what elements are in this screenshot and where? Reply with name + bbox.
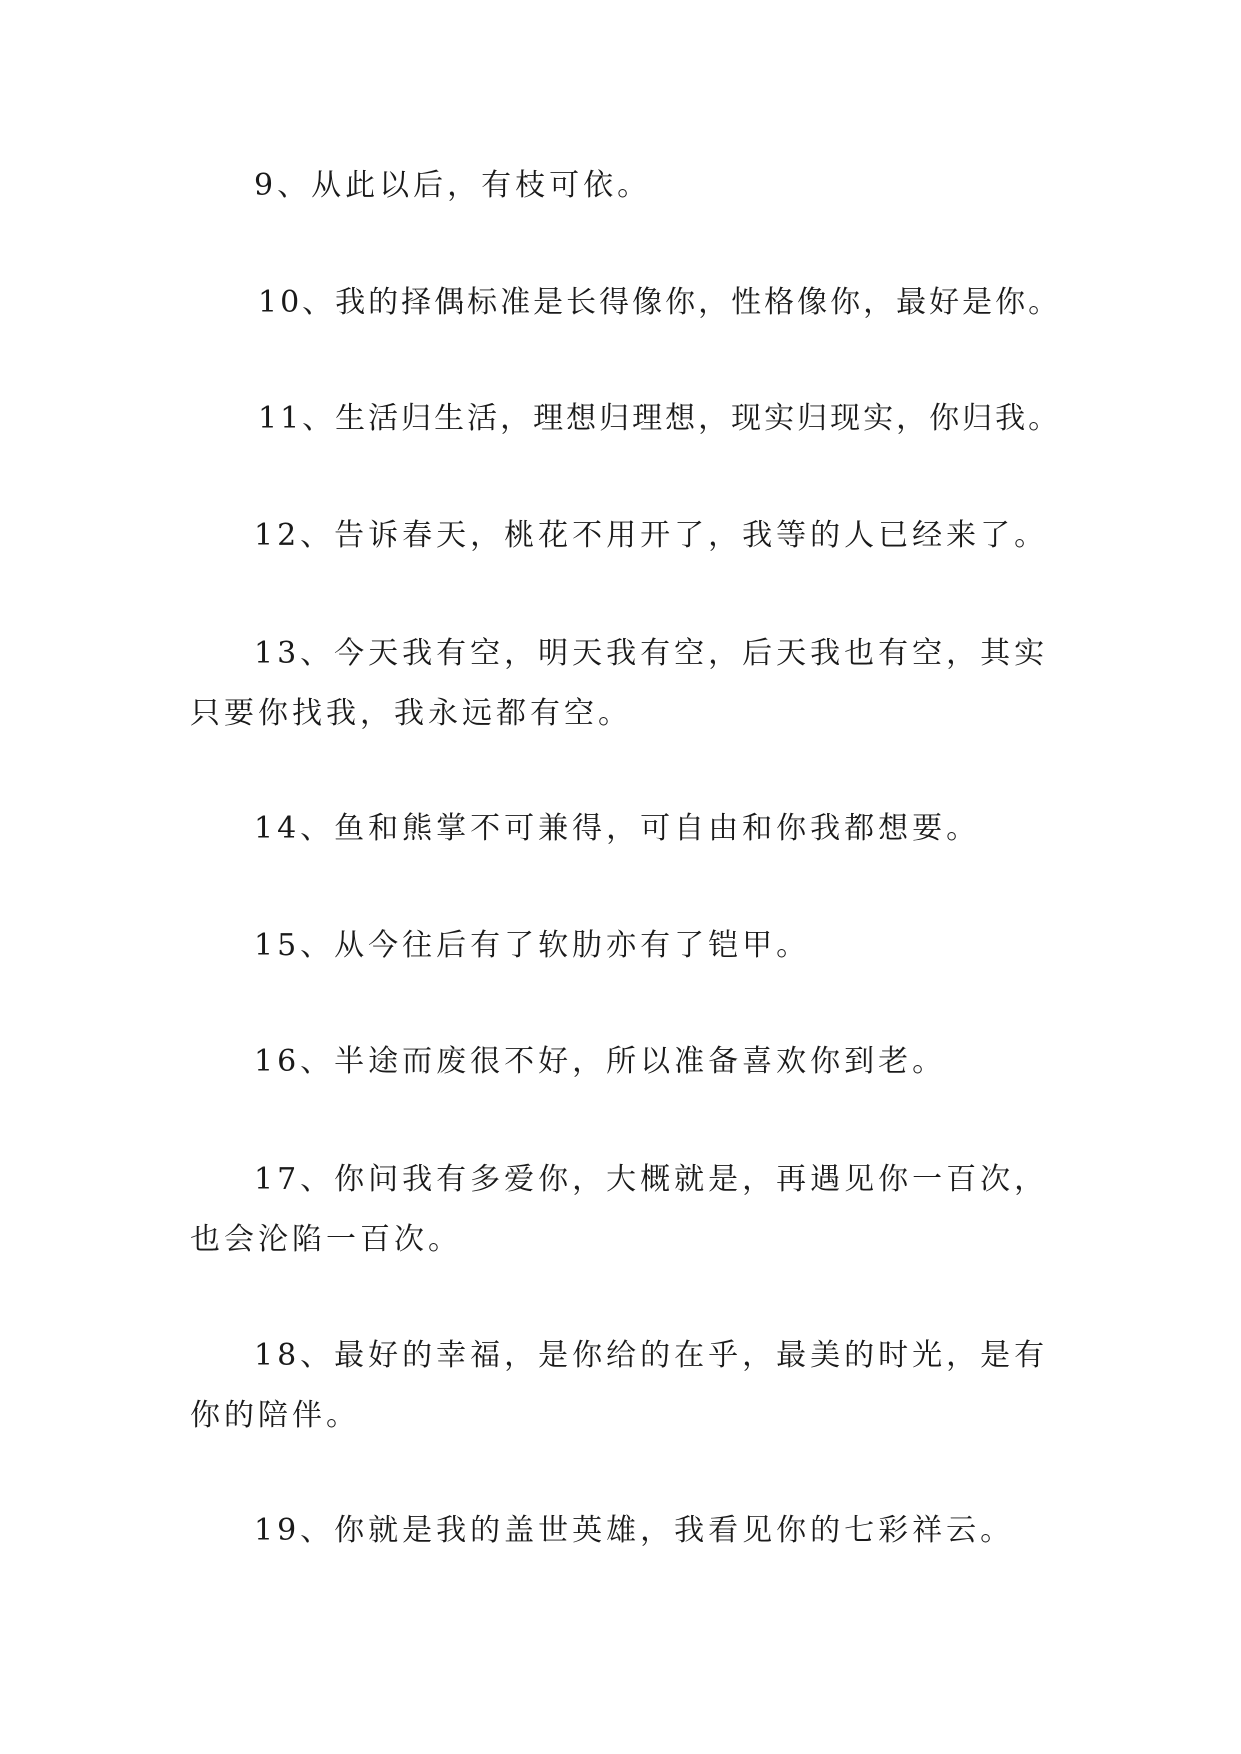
paragraph-19: 19、你就是我的盖世英雄，我看见你的七彩祥云。 [254,1513,1015,1548]
paragraph-17: 17、你问我有多爱你，大概就是，再遇见你一百次，也会沦陷一百次。 [190,1162,1049,1257]
paragraph-14: 14、鱼和熊掌不可兼得，可自由和你我都想要。 [254,811,981,846]
paragraph-10: 10、我的择偶标准是长得像你，性格像你，最好是你。 [258,285,1062,320]
paragraph-12: 12、告诉春天，桃花不用开了，我等的人已经来了。 [254,518,1049,553]
paragraph-18: 18、最好的幸福，是你给的在乎，最美的时光，是有你的陪伴。 [190,1338,1049,1433]
paragraph-13: 13、今天我有空，明天我有空，后天我也有空，其实只要你找我，我永远都有空。 [190,636,1049,731]
paragraph-11: 11、生活归生活，理想归理想，现实归现实，你归我。 [258,401,1062,436]
paragraph-15: 15、从今往后有了软肋亦有了铠甲。 [254,928,811,963]
paragraph-16: 16、半途而废很不好，所以准备喜欢你到老。 [254,1044,947,1079]
paragraph-9: 9、从此以后，有枝可依。 [254,168,652,203]
